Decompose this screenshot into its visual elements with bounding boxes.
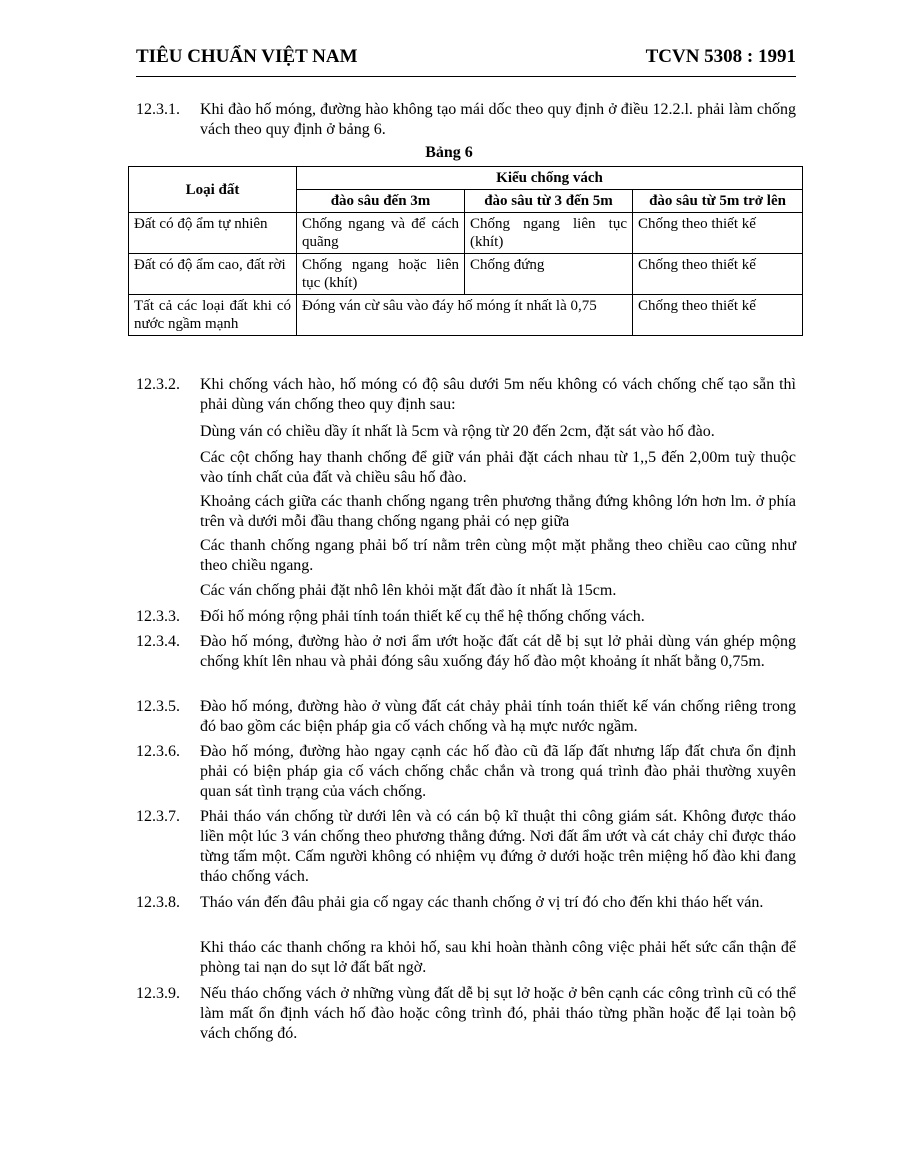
cell-soil: Đất có độ ẩm tự nhiên bbox=[129, 213, 297, 254]
table-row bbox=[129, 254, 803, 295]
support-type-table bbox=[128, 166, 803, 336]
clause-number: 12.3.1. bbox=[136, 101, 180, 118]
table-header-row bbox=[129, 167, 803, 190]
clause-number: 12.3.2. bbox=[136, 376, 180, 393]
cell-depth-3: Chống theo thiết kế bbox=[633, 254, 803, 295]
header-support-type: Kiểu chống vách bbox=[297, 167, 803, 190]
clause-text: Khi đào hố móng, đường hào không tạo mái dốc theo quy định ở điều 12.2.l. phải làm chống vách theo quy định ở bảng 6. bbox=[200, 101, 796, 138]
clause-text: Khi chống vách hào, hố móng có độ sâu dưới 5m nếu không có vách chống chế tạo sẵn thì phải dùng ván chống theo quy định sau: bbox=[200, 376, 796, 413]
clause-paragraph: Các ván chống phải đặt nhô lên khỏi mặt đất đào ít nhất là 15cm. bbox=[200, 582, 617, 599]
header-depth-1: đào sâu đến 3m bbox=[297, 190, 465, 213]
clause-number: 12.3.5. bbox=[136, 698, 180, 715]
clause-paragraph: Các thanh chống ngang phải bố trí nằm trên cùng một mặt phẳng theo chiều cao cũng như theo chiều ngang. bbox=[200, 537, 796, 574]
table-title: Bảng 6 bbox=[425, 144, 473, 161]
clause-text: Phải tháo ván chống từ dưới lên và có cán bộ kĩ thuật thi công giám sát. Không được tháo liền một lúc 3 ván chống theo phương thẳng đứng. Nơi đất ẩm ướt và cát chảy chỉ được tháo từng tấm một. Cấm người không có nhiệm vụ đứng ở dưới hoặc trên miệng hố đào khi đang tháo chống vách. bbox=[200, 808, 796, 885]
clause-text: Đối hố móng rộng phải tính toán thiết kế cụ thể hệ thống chống vách. bbox=[200, 608, 645, 625]
clause-12-3-6 bbox=[136, 742, 796, 802]
clause-number: 12.3.3. bbox=[136, 608, 180, 625]
cell-depth-3: Chống theo thiết kế bbox=[633, 213, 803, 254]
clause-12-3-8 bbox=[136, 893, 796, 913]
clause-text: Đào hố móng, đường hào ngay cạnh các hố đào cũ đã lấp đất nhưng lấp đất chưa ổn định phải có biện pháp gia cố vách chống chắc chắn và trong quá trình đào phải thường xuyên quan sát tình trạng của vách chống. bbox=[200, 743, 796, 800]
cell-depth-1: Chống ngang và để cách quãng bbox=[297, 213, 465, 254]
header-standard-name: TIÊU CHUẨN VIỆT NAM bbox=[136, 46, 358, 67]
cell-depth-2: Chống đứng bbox=[465, 254, 633, 295]
clause-number: 12.3.4. bbox=[136, 633, 180, 650]
table-row bbox=[129, 213, 803, 254]
clause-number: 12.3.6. bbox=[136, 743, 180, 760]
table-row bbox=[129, 295, 803, 336]
clause-12-3-5 bbox=[136, 697, 796, 737]
cell-depth-1-2: Đóng ván cừ sâu vào đáy hố móng ít nhất là 0,75 bbox=[297, 295, 633, 336]
clause-number: 12.3.8. bbox=[136, 894, 180, 911]
clause-text: Tháo ván đến đâu phải gia cố ngay các thanh chống ở vị trí đó cho đến khi tháo hết ván. bbox=[200, 894, 764, 911]
cell-depth-1: Chống ngang hoặc liên tục (khít) bbox=[297, 254, 465, 295]
cell-soil: Đất có độ ẩm cao, đất rời bbox=[129, 254, 297, 295]
page-header bbox=[136, 46, 796, 68]
header-standard-code: TCVN 5308 : 1991 bbox=[645, 46, 796, 67]
cell-depth-3: Chống theo thiết kế bbox=[633, 295, 803, 336]
clause-paragraph: Khi tháo các thanh chống ra khỏi hố, sau khi hoàn thành công việc phải hết sức cẩn thận để phòng tai nạn do sụt lở đất bất ngờ. bbox=[200, 939, 796, 976]
clause-number: 12.3.7. bbox=[136, 808, 180, 825]
clause-12-3-9 bbox=[136, 984, 796, 1044]
clause-12-3-2 bbox=[136, 375, 796, 415]
header-depth-3: đào sâu từ 5m trở lên bbox=[633, 190, 803, 213]
header-depth-2: đào sâu từ 3 đến 5m bbox=[465, 190, 633, 213]
clause-number: 12.3.9. bbox=[136, 985, 180, 1002]
cell-soil: Tất cả các loại đất khi có nước ngầm mạnh bbox=[129, 295, 297, 336]
clause-text: Nếu tháo chống vách ở những vùng đất dễ bị sụt lở hoặc ở bên cạnh các công trình cũ có thể làm mất ổn định vách hố đào hoặc công trình đó, phải tháo từng phần hoặc để lại toàn bộ vách chống đó. bbox=[200, 985, 796, 1042]
clause-12-3-3 bbox=[136, 607, 796, 627]
clause-text: Đào hố móng, đường hào ở vùng đất cát chảy phải tính toán thiết kế ván chống riêng trong đó bao gồm các biện pháp gia cố vách chống và hạ mực nước ngầm. bbox=[200, 698, 796, 735]
clause-12-3-1 bbox=[136, 100, 796, 140]
clause-12-3-7 bbox=[136, 807, 796, 887]
cell-depth-2: Chống ngang liên tục (khít) bbox=[465, 213, 633, 254]
header-soil-type: Loại đất bbox=[129, 167, 297, 213]
header-rule bbox=[136, 76, 796, 77]
clause-paragraph: Khoảng cách giữa các thanh chống ngang trên phương thẳng đứng không lớn hơn lm. ở phía trên và dưới mỗi đầu thang chống ngang phải có nẹp giữa bbox=[200, 493, 796, 530]
clause-paragraph: Dùng ván có chiều dầy ít nhất là 5cm và rộng từ 20 đến 2cm, đặt sát vào hố đào. bbox=[200, 423, 715, 440]
clause-text: Đào hố móng, đường hào ở nơi ẩm ướt hoặc đất cát dễ bị sụt lở phải dùng ván ghép mộng chống khít lên nhau và phải đóng sâu xuống đáy hố đào một khoảng ít nhất bằng 0,75m. bbox=[200, 633, 796, 670]
clause-12-3-4 bbox=[136, 632, 796, 672]
clause-paragraph: Các cột chống hay thanh chống để giữ ván phải đặt cách nhau từ 1,,5 đến 2,00m tuỳ thuộc vào tính chất của đất và chiều sâu hố đào. bbox=[200, 449, 796, 486]
